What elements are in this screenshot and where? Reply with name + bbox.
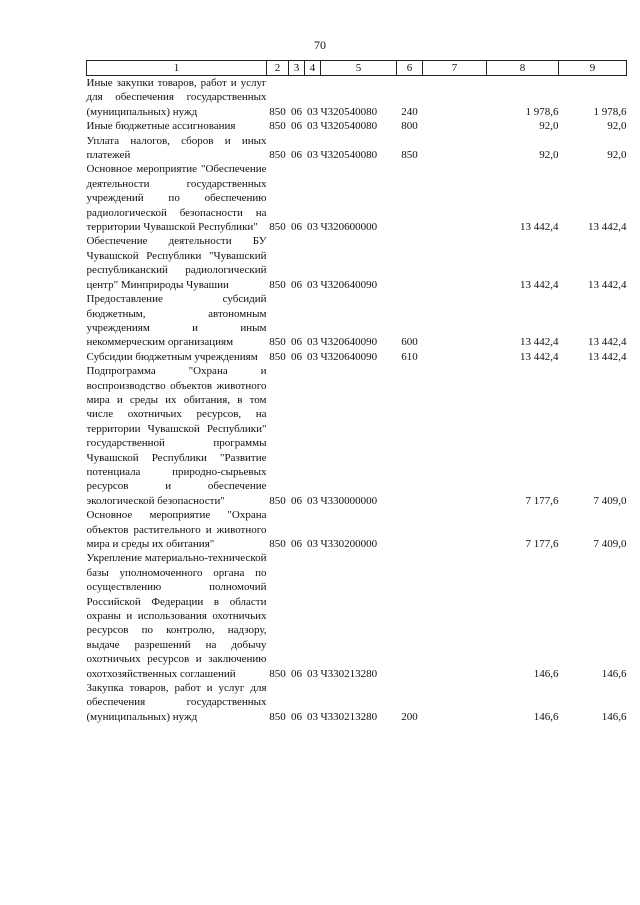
row-amount-2: 7 409,0: [593, 538, 627, 550]
table-row: [87, 681, 627, 724]
row-target: Ч320540080: [320, 105, 378, 118]
row-amount-1: 92,0: [539, 120, 559, 133]
column-header: 8: [487, 61, 559, 76]
row-target: Ч320640090: [320, 336, 378, 349]
row-gr: 850: [269, 336, 286, 349]
row-amount-1: 146,6: [533, 667, 559, 680]
row-name: Закупка товаров, работ и услуг для обеспечения государственных (муниципальных) нужд: [86, 682, 267, 723]
row-rz: 06: [291, 105, 302, 118]
row-rz: 06: [291, 350, 302, 363]
row-amount-2: 1 978,6: [593, 105, 627, 118]
table-row: [87, 134, 627, 163]
column-header: 1: [87, 61, 267, 76]
row-amount-2: 13 442,4: [588, 350, 627, 363]
row-vr: 240: [401, 105, 418, 118]
row-col7: [423, 162, 487, 234]
row-name: Основное мероприятие "Обеспечение деятельности государственных учреждений по обеспечению радиологической безопасности на территории Чувашской Республики": [86, 163, 267, 234]
row-vr: 610: [401, 350, 418, 363]
row-pr: 03: [307, 667, 318, 680]
row-amount-2: 13 442,4: [588, 336, 627, 349]
page-number: 70: [314, 38, 326, 52]
row-name: Предоставление субсидий бюджетным, автономным учреждениям и иным некоммерческим организациям: [86, 293, 267, 349]
row-col7: [423, 76, 487, 120]
row-col7: [423, 134, 487, 163]
table-row: [87, 364, 627, 508]
row-target: Ч320540080: [320, 149, 378, 162]
table-row: [87, 76, 627, 120]
row-name: Уплата налогов, сборов и иных платежей: [86, 134, 267, 162]
row-name: Подпрограмма "Охрана и воспроизводство объектов животного мира и среды их обитания, в том числе охотничьих ресурсов, на территории Чувашской Республики" государственной программы Чувашской Республики "Развитие потенциала природно-сырьевых ресурсов и обеспечение экологической безопасности": [86, 365, 267, 507]
row-vr: 800: [401, 120, 418, 133]
row-col7: [423, 119, 487, 133]
row-amount-1: 13 442,4: [520, 221, 559, 234]
row-vr: 600: [401, 336, 418, 349]
row-rz: 06: [291, 149, 302, 162]
table-row: [87, 119, 627, 133]
row-amount-1: 146,6: [533, 710, 559, 723]
row-pr: 03: [307, 278, 318, 291]
row-amount-1: 1 978,6: [525, 105, 559, 118]
row-target: Ч320540080: [320, 120, 378, 133]
row-amount-2: 7 409,0: [593, 494, 627, 507]
row-amount-2: 146,6: [601, 667, 627, 680]
column-header: 9: [559, 61, 627, 76]
row-gr: 850: [269, 538, 286, 550]
row-pr: 03: [307, 538, 318, 550]
column-header: 3: [289, 61, 305, 76]
table-row: [87, 350, 627, 364]
row-gr: 850: [269, 105, 286, 118]
row-vr: [397, 162, 423, 234]
row-col7: [423, 350, 487, 364]
row-vr: 850: [401, 149, 418, 162]
column-header: 4: [305, 61, 321, 76]
table-body: [87, 76, 627, 725]
table-row: [87, 508, 627, 551]
row-name: Укрепление материально-технической базы уполномоченного органа по осуществлению полномочий Российской Федерации в области охраны и использования охотничьих ресурсов по контролю, надзору, выдаче разрешений на добычу охотничьих ресурсов и заключению охотхозяйственных соглашений: [86, 552, 267, 680]
row-pr: 03: [307, 350, 318, 363]
column-header: 7: [423, 61, 487, 76]
row-col7: [423, 234, 487, 292]
row-rz: 06: [291, 667, 302, 680]
column-header: 6: [397, 61, 423, 76]
table-row: [87, 551, 627, 681]
row-col7: [423, 508, 487, 551]
row-amount-2: 92,0: [607, 149, 627, 162]
table-row: [87, 234, 627, 292]
row-amount-2: 92,0: [607, 120, 627, 133]
row-pr: 03: [307, 149, 318, 162]
row-vr: [397, 508, 423, 551]
column-header: 2: [267, 61, 289, 76]
row-name: Иные бюджетные ассигнования: [86, 120, 236, 133]
row-target: Ч320600000: [320, 221, 378, 234]
row-pr: 03: [307, 221, 318, 234]
row-pr: 03: [307, 120, 318, 133]
row-target: Ч320640090: [320, 278, 378, 291]
row-amount-1: 7 177,6: [525, 538, 559, 550]
row-pr: 03: [307, 105, 318, 118]
row-vr: 200: [401, 710, 418, 723]
row-gr: 850: [269, 278, 286, 291]
row-gr: 850: [269, 710, 286, 723]
row-amount-2: 13 442,4: [588, 278, 627, 291]
row-gr: 850: [269, 120, 286, 133]
table-row: [87, 162, 627, 234]
row-pr: 03: [307, 494, 318, 507]
row-rz: 06: [291, 120, 302, 133]
row-vr: [397, 234, 423, 292]
row-name: Обеспечение деятельности БУ Чувашской Республики "Чувашский республиканский радиологический центр" Минприроды Чувашии: [86, 235, 267, 291]
budget-table: [86, 60, 627, 724]
row-amount-1: 13 442,4: [520, 278, 559, 291]
row-name: Иные закупки товаров, работ и услуг для обеспечения государственных (муниципальных) нужд: [86, 77, 267, 118]
row-rz: 06: [291, 538, 302, 550]
column-header: 5: [321, 61, 397, 76]
row-gr: 850: [269, 221, 286, 234]
row-name: Основное мероприятие "Охрана объектов растительного и животного мира и среды их обитания": [86, 509, 267, 550]
row-gr: 850: [269, 494, 286, 507]
row-col7: [423, 681, 487, 724]
table-row: [87, 292, 627, 350]
row-pr: 03: [307, 336, 318, 349]
row-target: Ч330200000: [320, 538, 378, 550]
table-header-row: [87, 61, 627, 76]
row-amount-1: 92,0: [539, 149, 559, 162]
row-col7: [423, 551, 487, 681]
row-gr: 850: [269, 350, 286, 363]
row-vr: [397, 551, 423, 681]
row-amount-1: 13 442,4: [520, 350, 559, 363]
row-amount-2: 13 442,4: [588, 221, 627, 234]
row-target: Ч330213280: [320, 710, 378, 723]
row-rz: 06: [291, 221, 302, 234]
row-rz: 06: [291, 336, 302, 349]
row-target: Ч320640090: [320, 350, 378, 363]
row-col7: [423, 292, 487, 350]
row-amount-2: 146,6: [601, 710, 627, 723]
row-pr: 03: [307, 710, 318, 723]
row-col7: [423, 364, 487, 508]
row-amount-1: 13 442,4: [520, 336, 559, 349]
row-amount-1: 7 177,6: [525, 494, 559, 507]
row-gr: 850: [269, 667, 286, 680]
row-target: Ч330000000: [320, 494, 378, 507]
row-rz: 06: [291, 278, 302, 291]
row-gr: 850: [269, 149, 286, 162]
row-name: Субсидии бюджетным учреждениям: [86, 350, 258, 363]
row-rz: 06: [291, 710, 302, 723]
row-rz: 06: [291, 494, 302, 507]
row-vr: [397, 364, 423, 508]
row-target: Ч330213280: [320, 667, 378, 680]
